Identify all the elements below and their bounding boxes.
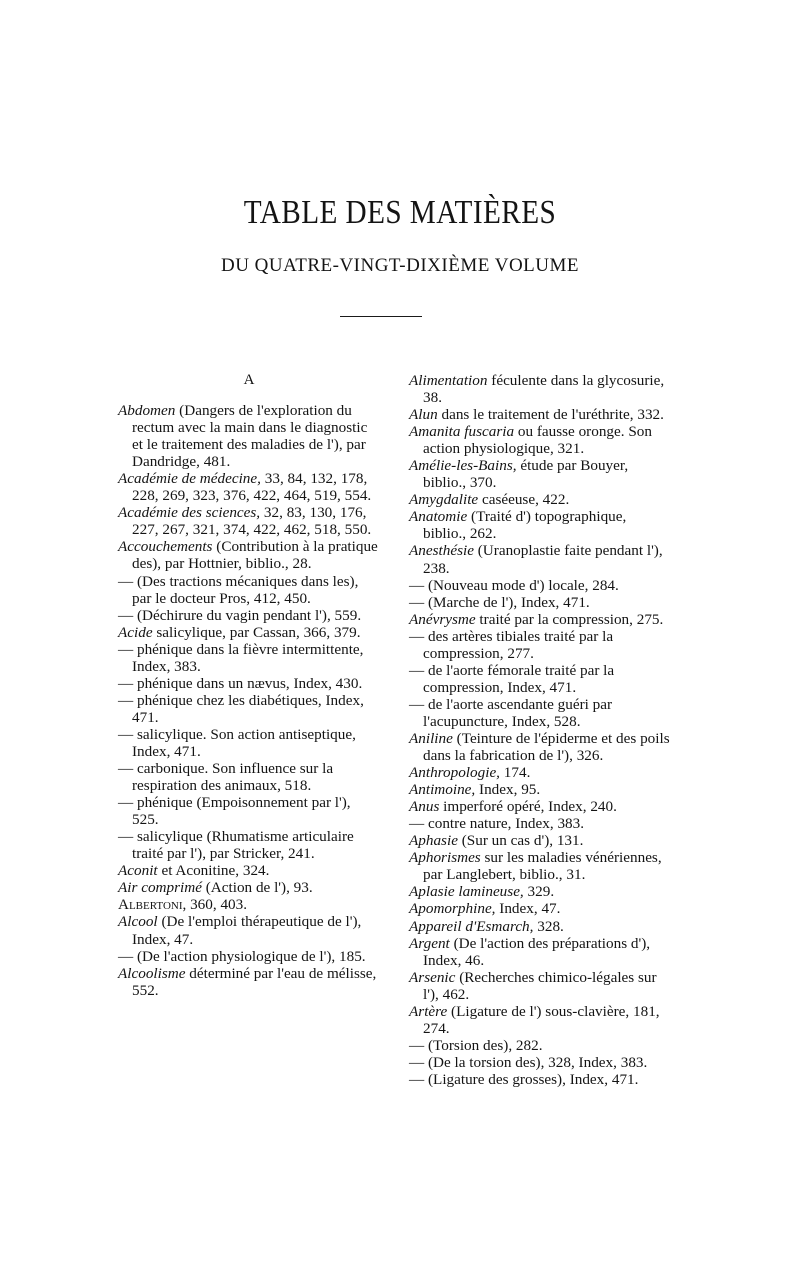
- entry-text: contre nature, Index, 383.: [427, 815, 585, 833]
- index-entry: [409, 730, 671, 764]
- index-entry: [118, 913, 380, 947]
- entry-text: (Recherches chimico-légales sur l'), 462.: [423, 968, 657, 1003]
- entry-text: phénique dans la fièvre intermittente, Index, 383.: [132, 640, 364, 675]
- entry-keyword: Apomorphine,: [409, 900, 496, 918]
- index-entry: [409, 900, 671, 917]
- index-entry: [118, 675, 380, 692]
- entry-keyword: Amygdalite: [409, 491, 479, 509]
- entry-keyword: Aphasie: [409, 832, 458, 850]
- entry-text: (Sur un cas d'), 131.: [457, 832, 584, 850]
- index-entry: [118, 794, 380, 828]
- index-entry: [409, 918, 671, 935]
- entry-keyword: Acide: [118, 623, 153, 641]
- index-entry: [118, 607, 380, 624]
- entry-text: sur les maladies vénériennes, par Langlebert, biblio., 31.: [423, 849, 662, 884]
- index-entry: [409, 423, 671, 457]
- entry-keyword: Alimentation: [409, 372, 488, 389]
- entry-keyword: Académie des sciences,: [118, 504, 261, 522]
- entry-keyword: Amanita fuscaria: [409, 423, 515, 441]
- entry-text: (De la torsion des), 328, Index, 383.: [427, 1053, 648, 1071]
- entry-keyword: Alcool: [118, 913, 158, 931]
- entry-text: salicylique (Rhumatisme articulaire traité par l'), par Stricker, 241.: [132, 828, 354, 863]
- entry-text: Index, 47.: [495, 900, 561, 918]
- index-entry: [409, 508, 671, 542]
- entry-text: 32, 83, 130, 176, 227, 267, 321, 374, 422, 462, 518, 550.: [132, 504, 372, 539]
- entry-list-right: [409, 372, 671, 1088]
- entry-text: (Traité d') topographique, biblio., 262.: [423, 508, 627, 543]
- entry-keyword: Alcoolisme: [118, 964, 186, 982]
- entry-text: Albertoni, 360, 403.: [118, 896, 248, 914]
- index-entry: [409, 628, 671, 662]
- entry-keyword: Anthropologie,: [409, 764, 500, 782]
- entry-text: de l'aorte fémorale traité par la compression, Index, 471.: [423, 661, 615, 696]
- entry-text: féculente dans la glycosurie, 38.: [423, 372, 665, 407]
- entry-text: déterminé par l'eau de mélisse, 552.: [132, 964, 377, 999]
- entry-keyword: Anévrysme: [409, 610, 476, 628]
- entry-text: (Ligature de l') sous-clavière, 181, 274.: [423, 1002, 660, 1037]
- index-entry: [118, 402, 380, 470]
- page-title: TABLE DES MATIÈRES: [243, 194, 557, 231]
- entry-keyword: Abdomen: [118, 402, 176, 420]
- entry-text: 329.: [523, 883, 555, 901]
- entry-text: 328.: [533, 917, 564, 935]
- index-entry: [409, 1071, 671, 1088]
- entry-text: et Aconitine, 324.: [157, 862, 270, 880]
- entry-text: traité par la compression, 275.: [475, 610, 664, 628]
- index-entry: [118, 692, 380, 726]
- entry-text: (Ligature des grosses), Index, 471.: [427, 1070, 639, 1088]
- index-entry: [118, 965, 380, 999]
- index-entry: [409, 1054, 671, 1071]
- index-entry: [409, 594, 671, 611]
- entry-text: phénique chez les diabétiques, Index, 471.: [132, 691, 364, 726]
- entry-keyword: Anus: [409, 798, 440, 816]
- entry-text: (Marche de l'), Index, 471.: [427, 593, 590, 611]
- index-entry: [409, 1003, 671, 1037]
- entry-text: salicylique, par Cassan, 366, 379.: [152, 623, 361, 641]
- entry-keyword: Académie de médecine,: [118, 470, 261, 488]
- entry-text: (Nouveau mode d') locale, 284.: [427, 576, 619, 594]
- entry-keyword: Amélie-les-Bains,: [409, 457, 517, 475]
- entry-text: phénique dans un nævus, Index, 430.: [136, 674, 363, 692]
- index-entry: [409, 542, 671, 576]
- entry-keyword: Air comprimé: [118, 879, 202, 897]
- index-entry: [118, 726, 380, 760]
- index-entry: [409, 696, 671, 730]
- index-entry: [118, 538, 380, 572]
- entry-text: carbonique. Son influence sur la respiration des animaux, 518.: [132, 760, 334, 795]
- entry-text: phénique (Empoisonnement par l'), 525.: [132, 794, 351, 829]
- entry-text: dans le traitement de l'uréthrite, 332.: [437, 406, 664, 424]
- entry-text: (Dangers de l'exploration du rectum avec la main dans le diagnostic et le traitement des maladies de l'), par Dandridge, 481.: [132, 402, 368, 471]
- index-entry: [409, 849, 671, 883]
- entry-text: imperforé opéré, Index, 240.: [439, 798, 617, 816]
- index-entry: [409, 832, 671, 849]
- index-entry: [409, 883, 671, 900]
- index-entry: [118, 948, 380, 965]
- entry-text: Index, 95.: [475, 781, 541, 799]
- entry-keyword: Anesthésie: [409, 542, 474, 560]
- entry-list-left: [118, 402, 380, 999]
- index-entry: [118, 624, 380, 641]
- index-entry: [118, 641, 380, 675]
- entry-text: caséeuse, 422.: [478, 491, 570, 509]
- index-entry: [118, 896, 380, 913]
- index-entry: [409, 798, 671, 815]
- entry-keyword: Aphorismes: [409, 849, 481, 867]
- title-divider: [340, 316, 422, 317]
- index-entry: [118, 504, 380, 538]
- index-column-left: [118, 372, 380, 999]
- entry-keyword: Alun: [409, 406, 438, 424]
- index-entry: [118, 573, 380, 607]
- entry-keyword: Antimoine,: [409, 781, 476, 799]
- entry-text: (Déchirure du vagin pendant l'), 559.: [136, 606, 362, 624]
- page-subtitle: DU QUATRE-VINGT-DIXIÈME VOLUME: [220, 255, 580, 276]
- entry-keyword: Aconit: [118, 862, 158, 880]
- entry-text: étude par Bouyer, biblio., 370.: [423, 457, 629, 492]
- index-entry: [409, 406, 671, 423]
- entry-keyword: Accouchements: [118, 538, 213, 556]
- entry-text: (Torsion des), 282.: [427, 1036, 543, 1054]
- index-entry: [409, 577, 671, 594]
- index-entry: [409, 935, 671, 969]
- index-entry: [118, 470, 380, 504]
- entry-text: (Action de l'), 93.: [201, 879, 313, 897]
- section-letter: A: [243, 372, 255, 388]
- entry-text: (Teinture de l'épiderme et des poils dans la fabrication de l'), 326.: [423, 729, 670, 765]
- index-entry: [409, 1037, 671, 1054]
- entry-text: (Uranoplastie faite pendant l'), 238.: [423, 542, 663, 577]
- entry-keyword: Artère: [409, 1002, 448, 1020]
- index-entry: [409, 815, 671, 832]
- entry-text: de l'aorte ascendante guéri par l'acupuncture, Index, 528.: [423, 695, 613, 730]
- entry-keyword: Appareil d'Esmarch,: [409, 917, 534, 935]
- entry-text: (Contribution à la pratique des), par Hottnier, biblio., 28.: [132, 538, 378, 573]
- entry-text: salicylique. Son action antiseptique, Index, 471.: [132, 725, 356, 760]
- index-entry: [409, 491, 671, 508]
- entry-text: (Des tractions mécaniques dans les), par le docteur Pros, 412, 450.: [132, 572, 359, 607]
- index-entry: [409, 372, 671, 406]
- index-entry: [409, 457, 671, 491]
- entry-text: (De l'action des préparations d'), Index, 46.: [423, 934, 651, 969]
- entry-keyword: Anatomie: [409, 508, 468, 526]
- entry-text: (De l'emploi thérapeutique de l'), Index, 47.: [132, 913, 362, 948]
- entry-text: des artères tibiales traité par la compression, 277.: [423, 627, 614, 662]
- index-entry: [409, 969, 671, 1003]
- entry-text: 174.: [499, 764, 531, 782]
- entry-keyword: Aniline: [409, 729, 453, 747]
- entry-keyword: Arsenic: [409, 968, 456, 986]
- index-entry: [118, 828, 380, 862]
- index-column-right: [409, 372, 671, 1088]
- index-entry: [409, 781, 671, 798]
- entry-text: 33, 84, 132, 178, 228, 269, 323, 376, 422, 464, 519, 554.: [132, 470, 372, 505]
- index-entry: [118, 760, 380, 794]
- index-entry: [409, 662, 671, 696]
- entry-text: ou fausse oronge. Son action physiologique, 321.: [423, 423, 652, 458]
- index-entry: [409, 611, 671, 628]
- entry-keyword: Argent: [409, 934, 450, 952]
- index-entry: [118, 879, 380, 896]
- entry-text: (De l'action physiologique de l'), 185.: [136, 947, 366, 965]
- index-entry: [409, 764, 671, 781]
- index-entry: [118, 862, 380, 879]
- entry-keyword: Aplasie lamineuse,: [409, 883, 524, 901]
